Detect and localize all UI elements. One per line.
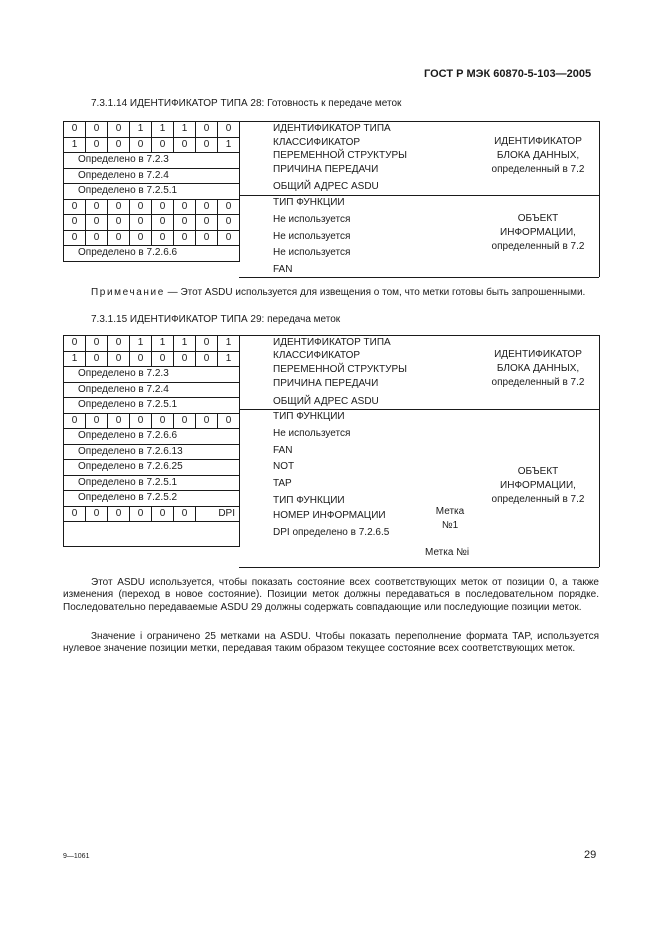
- bit-cell: 0: [196, 230, 218, 246]
- group-line: ИДЕНТИФИКАТОР: [494, 136, 582, 147]
- bit-cell: 0: [108, 122, 130, 138]
- table-row: [64, 122, 240, 138]
- definition-cell: Определено в 7.2.5.1: [64, 184, 240, 200]
- field-label: Не используется: [273, 428, 351, 439]
- bit-cell: 0: [108, 413, 130, 429]
- bit-cell: 0: [64, 122, 86, 138]
- dpi-cell: DPI: [196, 506, 240, 522]
- field-label: FAN: [273, 445, 293, 456]
- definition-cell: Определено в 7.2.3: [64, 153, 240, 169]
- bit-cell: 0: [174, 215, 196, 231]
- bit-cell: 1: [218, 351, 240, 367]
- bit-cell: 0: [196, 199, 218, 215]
- bit-cell: 0: [130, 199, 152, 215]
- definition-cell: Определено в 7.2.5.1: [64, 475, 240, 491]
- field-label: ТИП ФУНКЦИИ: [273, 197, 345, 208]
- bit-cell: 0: [86, 122, 108, 138]
- tag-i-label: Метка №i: [425, 547, 470, 558]
- bit-cell: 0: [196, 336, 218, 352]
- field-label: КЛАССИФИКАТОР: [273, 350, 361, 361]
- bit-cell: 0: [64, 199, 86, 215]
- bit-cell: 0: [108, 215, 130, 231]
- information-object-group: [478, 212, 598, 254]
- field-label: ТИП ФУНКЦИИ: [273, 411, 345, 422]
- bit-cell: 0: [130, 230, 152, 246]
- bit-cell: 0: [108, 506, 130, 522]
- bit-cell: 0: [218, 199, 240, 215]
- bit-cell: 0: [130, 215, 152, 231]
- bit-cell: 0: [86, 506, 108, 522]
- section-title-28: 7.3.1.14 ИДЕНТИФИКАТОР ТИПА 28: Готовность к передаче меток: [91, 98, 402, 109]
- note: [91, 287, 585, 298]
- bit-cell: 0: [174, 351, 196, 367]
- table-row: [64, 398, 240, 414]
- bit-cell: 0: [86, 137, 108, 153]
- bit-cell: 0: [130, 506, 152, 522]
- paragraph: [63, 577, 599, 614]
- group-line: определенный в 7.2: [491, 241, 585, 252]
- bit-cell: 0: [64, 230, 86, 246]
- bit-cell: 0: [108, 199, 130, 215]
- page-number: 29: [584, 849, 597, 861]
- bit-cell: 0: [86, 351, 108, 367]
- bit-cell: 0: [196, 122, 218, 138]
- group-line: ИНФОРМАЦИИ,: [500, 227, 576, 238]
- bit-cell: 0: [152, 351, 174, 367]
- table-row: [64, 246, 240, 262]
- field-label: DPI определено в 7.2.6.5: [273, 527, 390, 538]
- field-label: ПЕРЕМЕННОЙ СТРУКТУРЫ: [273, 364, 407, 375]
- tag-1-label: [424, 505, 476, 533]
- definition-cell: Определено в 7.2.6.6: [64, 246, 240, 262]
- bit-cell: 0: [174, 413, 196, 429]
- field-label: TAP: [273, 478, 292, 489]
- definition-cell: Определено в 7.2.6.6: [64, 429, 240, 445]
- field-label: ПРИЧИНА ПЕРЕДАЧИ: [273, 164, 379, 175]
- bit-cell: 0: [108, 137, 130, 153]
- bit-table-type-29: [63, 335, 240, 547]
- bit-cell: 0: [196, 351, 218, 367]
- bit-cell: 0: [108, 351, 130, 367]
- note-prefix: Примечание: [91, 287, 165, 298]
- bit-cell: 0: [108, 230, 130, 246]
- bit-cell: 1: [218, 137, 240, 153]
- field-label: NOT: [273, 461, 295, 472]
- bit-cell: 0: [174, 506, 196, 522]
- definition-cell: Определено в 7.2.6.25: [64, 460, 240, 476]
- group-line: ИДЕНТИФИКАТОР: [494, 349, 582, 360]
- group-line: №1: [441, 520, 459, 531]
- table-row: [64, 460, 240, 476]
- bit-cell: 1: [64, 137, 86, 153]
- table-row: [64, 184, 240, 200]
- data-unit-identifier-group: [478, 135, 598, 177]
- definition-cell: Определено в 7.2.4: [64, 382, 240, 398]
- table-row: [64, 336, 240, 352]
- bit-cell: 1: [130, 336, 152, 352]
- bit-cell: 0: [152, 215, 174, 231]
- bit-cell: 0: [86, 413, 108, 429]
- bit-cell: 1: [64, 351, 86, 367]
- group-line: ОБЪЕКТ: [517, 213, 559, 224]
- table-row: [64, 522, 240, 547]
- bit-cell: 0: [130, 351, 152, 367]
- empty-cell: [64, 522, 240, 547]
- bit-cell: 1: [174, 122, 196, 138]
- field-label: ИДЕНТИФИКАТОР ТИПА: [273, 123, 391, 134]
- bit-cell: 0: [86, 230, 108, 246]
- table-row: [64, 491, 240, 507]
- table-row: [64, 199, 240, 215]
- definition-cell: Определено в 7.2.6.13: [64, 444, 240, 460]
- paragraph-text: Значение i ограничено 25 метками на ASDU. Чтобы показать переполнение формата TAP, используется нулевое значение позиции метки, передавая таким образом текущее состояние всех соответствующих меток.: [63, 631, 599, 655]
- bit-cell: 0: [218, 122, 240, 138]
- bit-cell: 0: [196, 137, 218, 153]
- field-label: КЛАССИФИКАТОР: [273, 137, 361, 148]
- paragraph-text: Этот ASDU используется, чтобы показать состояние всех соответствующих меток от позиции 0, а также изменения (переход в новое состояние). Позиции меток должны передаваться в последовательном порядке. Последовательно передаваемые ASDU 29 должны содержать совпадающие или последующие позиции меток.: [63, 577, 599, 613]
- table-row: [64, 153, 240, 169]
- field-label: ОБЩИЙ АДРЕС ASDU: [273, 396, 379, 407]
- field-label: НОМЕР ИНФОРМАЦИИ: [273, 510, 386, 521]
- bit-cell: 0: [152, 413, 174, 429]
- group-line: БЛОКА ДАННЫХ,: [496, 150, 580, 161]
- table-row: [64, 168, 240, 184]
- bit-cell: 0: [64, 215, 86, 231]
- bit-cell: 0: [174, 199, 196, 215]
- section-title-29: 7.3.1.15 ИДЕНТИФИКАТОР ТИПА 29: передача меток: [91, 314, 341, 325]
- bit-cell: 0: [152, 230, 174, 246]
- bit-cell: 1: [152, 336, 174, 352]
- paragraph: [63, 631, 599, 656]
- table-row: [64, 382, 240, 398]
- bit-cell: 0: [196, 215, 218, 231]
- group-line: определенный в 7.2: [491, 164, 585, 175]
- document-header: ГОСТ Р МЭК 60870-5-103—2005: [424, 68, 592, 80]
- bit-cell: 0: [152, 199, 174, 215]
- bit-cell: 0: [108, 336, 130, 352]
- information-object-group: [478, 465, 598, 507]
- field-label: FAN: [273, 264, 293, 275]
- bit-cell: 0: [218, 215, 240, 231]
- bit-cell: 0: [130, 413, 152, 429]
- field-label: ПЕРЕМЕННОЙ СТРУКТУРЫ: [273, 150, 407, 161]
- field-label: ОБЩИЙ АДРЕС ASDU: [273, 181, 379, 192]
- definition-cell: Определено в 7.2.4: [64, 168, 240, 184]
- table-row: [64, 413, 240, 429]
- group-line: определенный в 7.2: [491, 377, 585, 388]
- bit-cell: 0: [174, 230, 196, 246]
- field-label: ПРИЧИНА ПЕРЕДАЧИ: [273, 378, 379, 389]
- bit-cell: 1: [174, 336, 196, 352]
- bit-cell: 0: [152, 137, 174, 153]
- note-text: — Этот ASDU используется для извещения о том, что метки готовы быть запрошенными.: [164, 287, 586, 298]
- field-label: ИДЕНТИФИКАТОР ТИПА: [273, 337, 391, 348]
- bit-cell: 1: [130, 122, 152, 138]
- bit-cell: 0: [174, 137, 196, 153]
- bit-cell: 0: [218, 230, 240, 246]
- bit-cell: 1: [218, 336, 240, 352]
- definition-cell: Определено в 7.2.3: [64, 367, 240, 383]
- table-row: [64, 215, 240, 231]
- bit-cell: 0: [86, 215, 108, 231]
- group-line: БЛОКА ДАННЫХ,: [496, 363, 580, 374]
- table-row: [64, 475, 240, 491]
- group-line: определенный в 7.2: [491, 494, 585, 505]
- table-row: [64, 230, 240, 246]
- field-label: Не используется: [273, 247, 351, 258]
- table-row: [64, 429, 240, 445]
- bit-cell: 0: [196, 413, 218, 429]
- bit-cell: 1: [152, 122, 174, 138]
- print-code: 9—1061: [63, 853, 90, 860]
- table-row: [64, 506, 240, 522]
- table-row: [64, 444, 240, 460]
- group-line: Метка: [435, 506, 465, 517]
- definition-cell: Определено в 7.2.5.2: [64, 491, 240, 507]
- bit-cell: 0: [86, 199, 108, 215]
- bit-cell: 0: [64, 413, 86, 429]
- field-label: ТИП ФУНКЦИИ: [273, 495, 345, 506]
- bit-cell: 0: [152, 506, 174, 522]
- group-line: ОБЪЕКТ: [517, 466, 559, 477]
- table-row: [64, 351, 240, 367]
- field-label: Не используется: [273, 214, 351, 225]
- bit-table-type-28: [63, 121, 240, 262]
- field-label: Не используется: [273, 231, 351, 242]
- bit-cell: 0: [86, 336, 108, 352]
- definition-cell: Определено в 7.2.5.1: [64, 398, 240, 414]
- group-line: ИНФОРМАЦИИ,: [500, 480, 576, 491]
- bit-cell: 0: [64, 336, 86, 352]
- table-row: [64, 367, 240, 383]
- table-row: [64, 137, 240, 153]
- data-unit-identifier-group: [478, 348, 598, 390]
- bit-cell: 0: [64, 506, 86, 522]
- bit-cell: 0: [218, 413, 240, 429]
- bit-cell: 0: [130, 137, 152, 153]
